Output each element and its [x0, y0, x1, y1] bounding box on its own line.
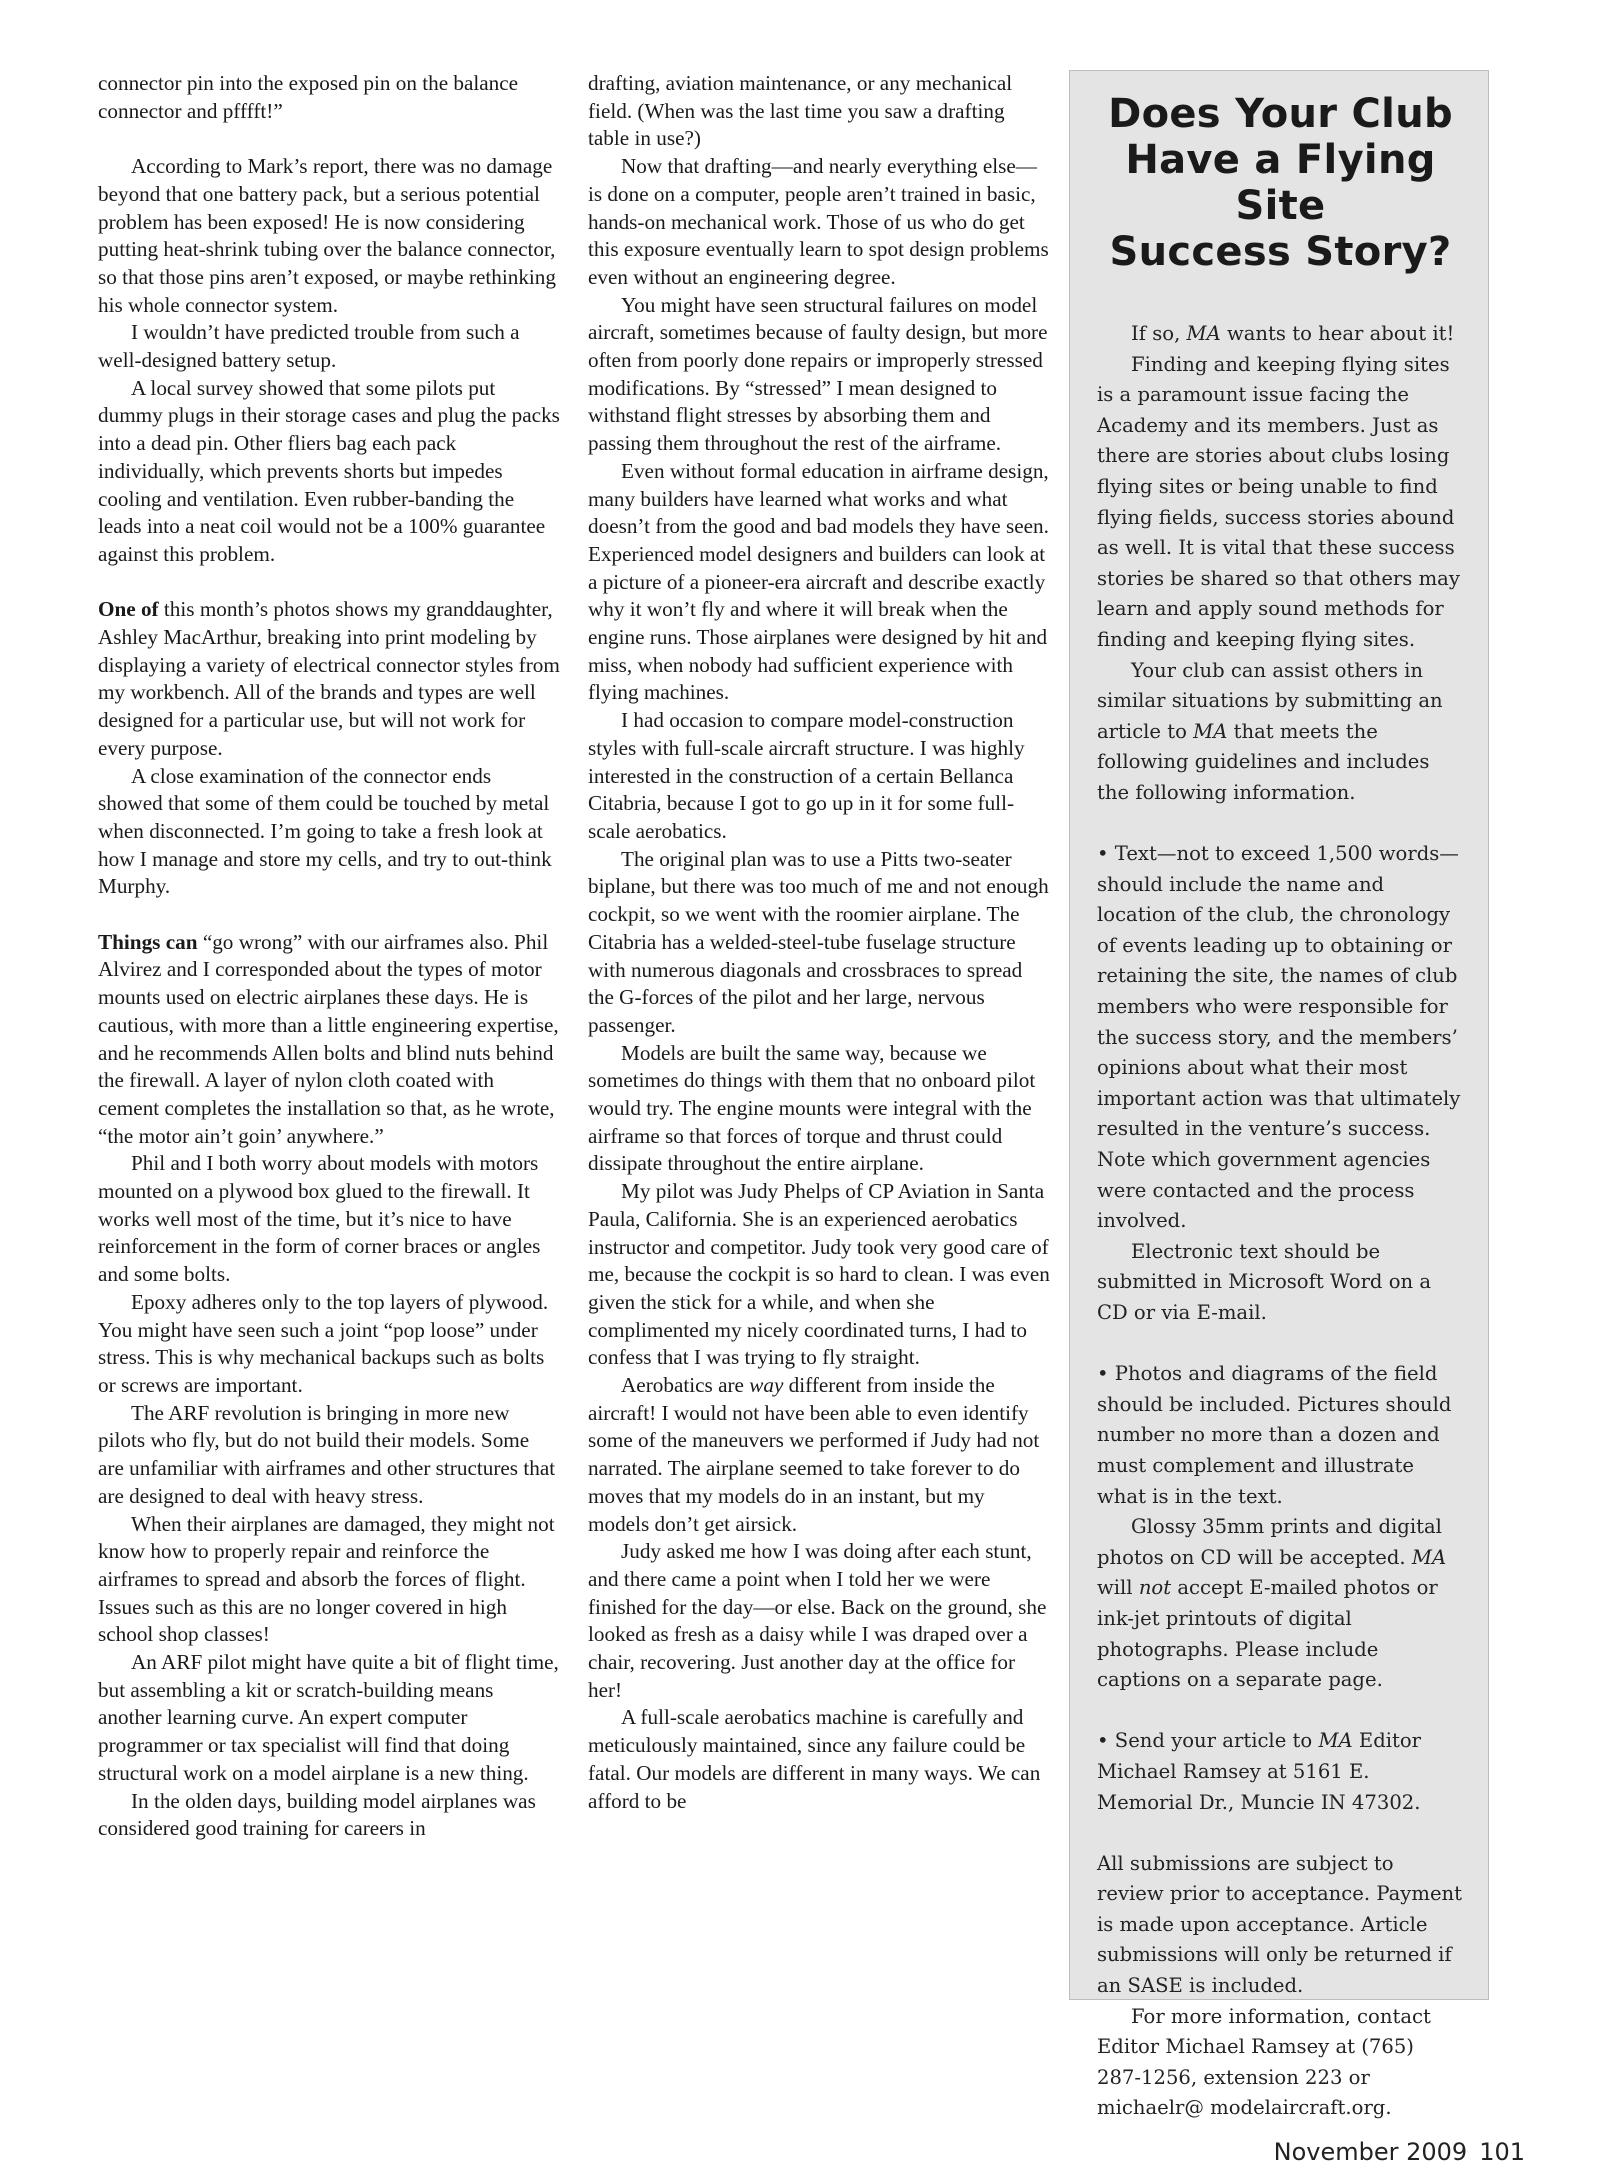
sidebar-text: If so, — [1131, 322, 1187, 345]
paragraph-lead-in: One of — [98, 597, 159, 622]
page-footer — [1200, 2138, 1525, 2166]
sidebar-paragraph: Finding and keeping flying sites is a paramount issue facing the Academy and its members. Just as there are stories about clubs losing flying sites or being unable to find flying fields, success stories abound as well. It is vital that these success stories be shared so that others may learn and apply sound methods for finding and keeping flying sites. — [1097, 352, 1460, 651]
paragraph: Judy asked me how I was doing after each stunt, and there came a point when I told her we were finished for the day—or else. Back on the ground, she looked as fresh as a daisy while I was draped over a chair, recovering. Just another day at the office for her! — [588, 1539, 1047, 1702]
paragraph: According to Mark’s report, there was no damage beyond that one battery pack, but a serious potential problem has been exposed! He is now considering putting heat-shrink tubing over the balance connector, so that those pins aren’t exposed, or maybe rethinking his whole connector system. — [98, 154, 556, 317]
sidebar-title-line: Does Your Club — [1108, 91, 1453, 137]
paragraph: A full-scale aerobatics machine is carefully and meticulously maintained, since any failure could be fatal. Our models are different in many ways. We can afford to be — [588, 1705, 1041, 1813]
emphasis: MA — [1411, 1545, 1447, 1569]
sidebar-title — [1097, 91, 1464, 275]
paragraph-text: this month’s photos shows my granddaughter, Ashley MacArthur, breaking into print modeling by displaying a variety of electrical connector styles from my workbench. All of the brands and types are well designed for a particular use, but will not work for every purpose. — [98, 597, 560, 760]
paragraph: The original plan was to use a Pitts two-seater biplane, but there was too much of me and not enough cockpit, so we went with the roomier airplane. The Citabria has a welded-steel-tube fuselage structure with numerous diagonals and crossbraces to spread the G-forces of the pilot and her large, nervous passenger. — [588, 846, 1049, 1037]
paragraph-text: “go wrong” with our airframes also. Phil Alvirez and I corresponded about the types of motor mounts used on electric airplanes these days. He is cautious, with more than a little engineering expertise, and he recommends Allen bolts and blind nuts behind the firewall. A layer of nylon cloth coated with cement completes the installation so that, as he wrote, “the motor ain’t goin’ anywhere.” — [98, 929, 559, 1148]
sidebar-text: wants to hear about it! — [1220, 322, 1455, 345]
paragraph: Even without formal education in airframe design, many builders have learned what works and what doesn’t from the good and bad models they have seen. Experienced model designers and builders can look at a picture of a pioneer-era aircraft and describe exactly why it won’t fly and where it will break when the engine runs. Those airplanes were designed by hit and miss, when nobody had sufficient experience with flying machines. — [588, 458, 1049, 705]
paragraph: A close examination of the connector ends showed that some of them could be touched by metal when disconnected. I’m going to take a fresh look at how I manage and store my cells, and try to out-think Murphy. — [98, 763, 552, 899]
paragraph — [98, 596, 560, 762]
sidebar-paragraph: For more information, contact Editor Michael Ramsey at (765) 287-1256, extension 223 or michaelr@ modelaircraft.org. — [1097, 2004, 1431, 2120]
sidebar-bullet: • Photos and diagrams of the field should be included. Pictures should number no more than a dozen and must complement and illustrate what is in the text. — [1097, 1362, 1452, 1508]
sidebar-text: • Send your article to — [1097, 1729, 1319, 1753]
paragraph-lead-in: Things can — [98, 929, 198, 954]
sidebar-bullet: • Text—not to exceed 1,500 words—should include the name and location of the club, the chronology of events leading up to obtaining or retaining the site, the names of club members who were responsible for the success story, and the members’ opinions about what their most important action was that ultimately resulted in the venture’s success. Note which government agencies were contacted and the process involved. — [1097, 842, 1461, 1233]
emphasis: MA — [1193, 719, 1228, 743]
paragraph-text: Aerobatics are — [621, 1373, 750, 1398]
emphasis: way — [749, 1373, 784, 1398]
sidebar-paragraph — [1097, 1512, 1464, 1696]
paragraph: drafting, aviation maintenance, or any mechanical field. (When was the last time you saw a drafting table in use?) — [588, 71, 1013, 151]
sidebar-text: Glossy 35mm prints and digital photos on CD will be accepted. — [1097, 1515, 1442, 1569]
paragraph: An ARF pilot might have quite a bit of flight time, but assembling a kit or scratch-building means another learning curve. An expert computer programmer or tax specialist will find that doing structural work on a model airplane is a new thing. — [98, 1650, 559, 1785]
sidebar-text: Editor Michael Ramsey at 5161 E. Memorial Dr., Muncie IN 47302. — [1097, 1729, 1422, 1814]
paragraph: You might have seen structural failures on model aircraft, sometimes because of faulty design, but more often from poorly done repairs or improperly stressed modifications. By “stressed” I mean designed to withstand flight stresses by absorbing them and passing them throughout the rest of the airframe. — [588, 292, 1048, 456]
sidebar-box — [1069, 70, 1489, 2120]
paragraph: I wouldn’t have predicted trouble from such a well-designed battery setup. — [98, 320, 520, 373]
sidebar-title-line: Success Story? — [1109, 229, 1452, 275]
paragraph: Phil and I both worry about models with motors mounted on a plywood box glued to the firewall. It works well most of the time, but it’s nice to have reinforcement in the form of corner braces or angles and some bolts. — [98, 1151, 541, 1287]
paragraph: Epoxy adheres only to the top layers of plywood. You might have seen such a joint “pop loose” under stress. This is why mechanical backups such as bolts or screws are important. — [98, 1289, 549, 1397]
article-column-2 — [588, 70, 1050, 1815]
paragraph: The ARF revolution is bringing in more new pilots who fly, but do not build their models. Some are unfamiliar with airframes and other structures that are designed to deal with heavy stress. — [98, 1400, 556, 1508]
sidebar-paragraph: Electronic text should be submitted in Microsoft Word on a CD or via E-mail. — [1097, 1239, 1432, 1324]
paragraph: connector pin into the exposed pin on the balance connector and pfffft!” — [98, 71, 519, 123]
emphasis: MA — [1186, 322, 1221, 345]
sidebar-text: Your club can assist others in similar situations by submitting an article to — [1097, 658, 1443, 743]
sidebar-title-line: Have a Flying Site — [1125, 137, 1436, 229]
sidebar-paragraph — [1097, 656, 1464, 809]
sidebar-paragraph — [1097, 319, 1464, 350]
sidebar-text: accept E-mailed photos or ink-jet printouts of digital photographs. Please include captions on a separate page. — [1097, 1576, 1438, 1692]
sidebar-bullet — [1097, 1726, 1464, 1818]
emphasis: not — [1138, 1576, 1172, 1600]
sidebar-text: that meets the following guidelines and includes the following information. — [1097, 719, 1430, 804]
paragraph: When their airplanes are damaged, they might not know how to properly repair and reinforce the airframes to spread and absorb the forces of flight. Issues such as this are no longer covered in high school shop classes! — [98, 1511, 555, 1647]
paragraph: In the olden days, building model airplanes was considered good training for careers in — [98, 1788, 536, 1841]
page-number: 101 — [1479, 2138, 1525, 2166]
sidebar-text: will — [1097, 1576, 1139, 1600]
paragraph — [588, 1372, 1050, 1538]
paragraph: A local survey showed that some pilots put dummy plugs in their storage cases and plug the packs into a dead pin. Other fliers bag each pack individually, which prevents shorts but impedes cooling and ventilation. Even rubber-banding the leads into a neat coil would not be a 100% guarantee against this problem. — [98, 375, 560, 566]
paragraph — [98, 929, 560, 1151]
paragraph-text: different from inside the aircraft! I would not have been able to even identify some of the maneuvers we performed if Judy had not narrated. The airplane seemed to take forever to do moves that my models do in an instant, but my models don’t get airsick. — [588, 1373, 1040, 1536]
paragraph: I had occasion to compare model-construction styles with full-scale aircraft structure. I was highly interested in the construction of a certain Bellanca Citabria, because I got to go up in it for some full-scale aerobatics. — [588, 708, 1025, 843]
issue-date: November 2009 — [1273, 2138, 1468, 2166]
sidebar-paragraph: All submissions are subject to review prior to acceptance. Payment is made upon acceptance. Article submissions will only be returned if an SASE is included. — [1097, 1851, 1463, 1998]
paragraph: Now that drafting—and nearly everything else—is done on a computer, people aren’t trained in basic, hands-on mechanical work. Those of us who do get this exposure eventually learn to spot design problems even without an engineering degree. — [588, 154, 1049, 289]
emphasis: MA — [1318, 1729, 1353, 1753]
paragraph: My pilot was Judy Phelps of CP Aviation in Santa Paula, California. She is an experienced aerobatics instructor and competitor. Judy took very good care of me, because the cockpit is so hard to clean. I was even given the stick for a while, and when she complimented my nicely coordinated turns, I had to confess that I was trying to fly straight. — [588, 1179, 1050, 1370]
paragraph: Models are built the same way, because we sometimes do things with them that no onboard pilot would try. The engine mounts were integral with the airframe so that forces of torque and thrust could dissipate throughout the entire airplane. — [588, 1040, 1036, 1176]
article-column-1 — [98, 70, 560, 1843]
